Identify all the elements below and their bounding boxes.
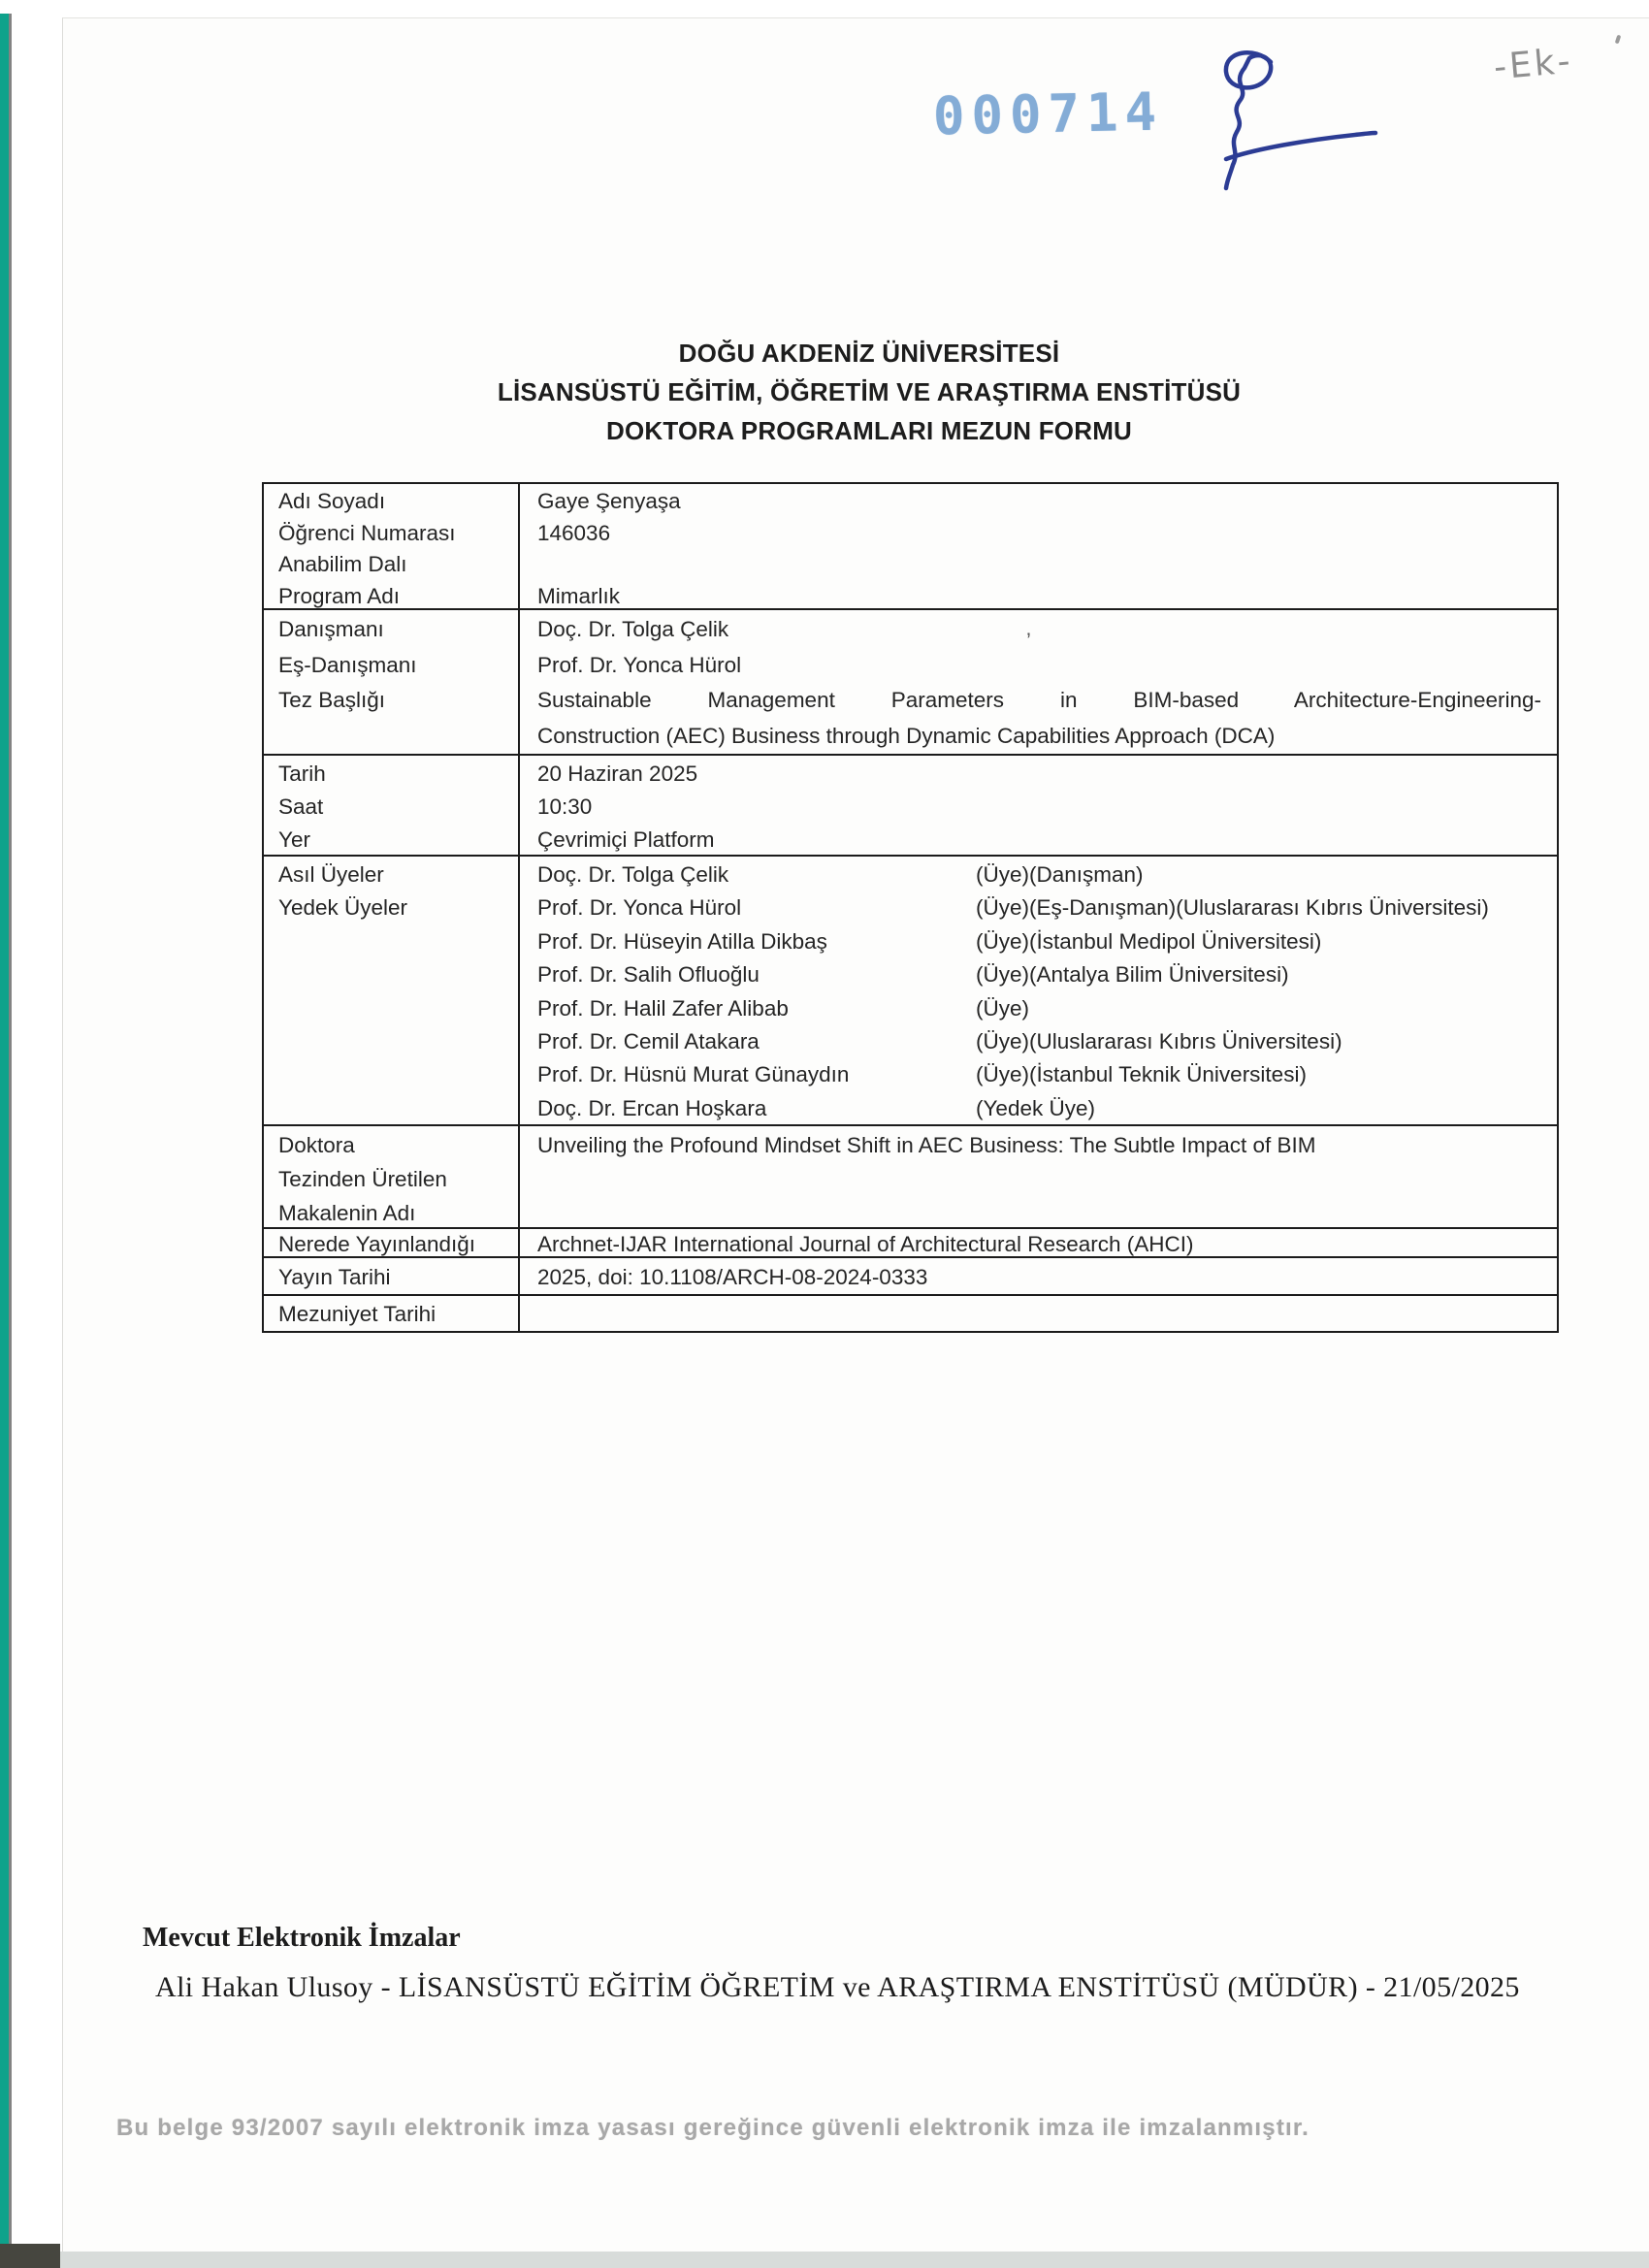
graduation-date-label-cell — [264, 1296, 520, 1331]
electronic-signature-entry: Ali Hakan Ulusoy - LİSANSÜSTÜ EĞİTİM ÖĞRETİM ve ARAŞTIRMA ENSTİTÜSÜ (MÜDÜR) - 21/05/2025 — [155, 1971, 1520, 2003]
value-publish-date: 2025, doi: 10.1108/ARCH-08-2024-0333 — [537, 1265, 928, 1289]
form-name: DOKTORA PROGRAMLARI MEZUN FORMU — [605, 416, 1133, 445]
committee-member — [537, 1058, 1541, 1091]
publish-date-label-cell — [264, 1258, 520, 1295]
label-article-2: Tezinden Üretilen — [278, 1167, 447, 1191]
article-row — [264, 1126, 1557, 1229]
graduate-form-table — [262, 482, 1559, 1333]
label-advisor: Danışmanı — [278, 617, 384, 641]
committee-members — [520, 857, 1557, 1125]
value-published-in: Archnet-IJAR International Journal of Architectural Research (AHCI) — [537, 1232, 1194, 1256]
member-role: (Yedek Üye) — [976, 1095, 1095, 1120]
student-info-values — [520, 484, 1557, 612]
scanner-bottom-band — [0, 2252, 1649, 2268]
committee-member — [537, 859, 1541, 891]
value-name: Gaye Şenyaşa — [537, 489, 681, 513]
document-number-stamp: 000714 — [932, 81, 1164, 147]
label-substitute-members: Yedek Üyeler — [278, 895, 408, 921]
committee-member — [537, 958, 1541, 991]
member-name: Prof. Dr. Halil Zafer Alibab — [537, 995, 789, 1021]
label-student-number: Öğrenci Numarası — [278, 520, 456, 545]
article-labels — [264, 1126, 520, 1230]
label-program: Program Adı — [278, 583, 401, 608]
student-info-labels — [264, 484, 520, 612]
committee-member — [537, 992, 1541, 1025]
value-date: 20 Haziran 2025 — [537, 761, 698, 786]
publish-date-row — [264, 1258, 1557, 1296]
label-date: Tarih — [278, 761, 326, 786]
label-name: Adı Soyadı — [278, 489, 386, 513]
member-role: (Üye)(İstanbul Medipol Üniversitesi) — [976, 928, 1322, 954]
student-info-row — [264, 484, 1557, 610]
committee-member — [537, 891, 1541, 924]
graduation-date-row — [264, 1296, 1557, 1331]
value-place: Çevrimiçi Platform — [537, 827, 715, 852]
value-advisor: Doç. Dr. Tolga Çelik — [537, 617, 729, 641]
graduation-date-value-cell — [520, 1296, 1557, 1331]
committee-member — [537, 925, 1541, 958]
electronic-signatures-heading: Mevcut Elektronik İmzalar — [143, 1923, 461, 1953]
label-publish-date: Yayın Tarihi — [278, 1265, 391, 1289]
member-role: (Üye) — [976, 995, 1029, 1021]
label-time: Saat — [278, 794, 324, 819]
published-in-value-cell — [520, 1229, 1557, 1257]
committee-member — [537, 1092, 1541, 1125]
form-title — [287, 334, 1451, 450]
thesis-title-line-1: Sustainable Management Parameters in BIM-based Architecture-Engineering- — [537, 688, 1541, 712]
member-name: Prof. Dr. Yonca Hürol — [537, 895, 742, 921]
member-role: (Üye)(Antalya Bilim Üniversitesi) — [976, 962, 1289, 988]
value-program: Mimarlık — [537, 583, 620, 608]
scanner-edge-strip — [0, 14, 9, 2245]
defense-row — [264, 756, 1557, 857]
member-name: Prof. Dr. Salih Ofluoğlu — [537, 962, 760, 988]
member-name: Doç. Dr. Ercan Hoşkara — [537, 1095, 767, 1120]
member-name: Prof. Dr. Hüsnü Murat Günaydın — [537, 1062, 850, 1087]
defense-values — [520, 756, 1557, 857]
member-name: Prof. Dr. Cemil Atakara — [537, 1028, 760, 1053]
label-thesis-title: Tez Başlığı — [278, 688, 386, 712]
member-role: (Üye)(İstanbul Teknik Üniversitesi) — [976, 1062, 1307, 1087]
publish-date-value-cell — [520, 1258, 1557, 1295]
member-role: (Üye)(Uluslararası Kıbrıs Üniversitesi) — [976, 1028, 1342, 1053]
advisor-labels — [264, 610, 520, 754]
advisor-row — [264, 610, 1557, 756]
member-role: (Üye)(Danışman) — [976, 862, 1144, 887]
value-graduation-date — [537, 1298, 1541, 1330]
scan-artifact-tick: ’ — [1026, 629, 1031, 653]
committee-row — [264, 857, 1557, 1126]
committee-member — [537, 1025, 1541, 1058]
committee-labels — [264, 857, 520, 1125]
esignature-disclaimer: Bu belge 93/2007 sayılı elektronik imza yasası gereğince güvenli elektronik imza ile imzalanmıştır. — [116, 2115, 1310, 2141]
published-in-row — [264, 1229, 1557, 1258]
thesis-title-line-2: Construction (AEC) Business through Dynamic Capabilities Approach (DCA) — [537, 723, 1276, 748]
value-co-advisor: Prof. Dr. Yonca Hürol — [537, 652, 742, 677]
label-published-in: Nerede Yayınlandığı — [278, 1232, 476, 1256]
published-in-label-cell — [264, 1229, 520, 1257]
member-name: Prof. Dr. Hüseyin Atilla Dikbaş — [537, 928, 827, 954]
value-article-title: Unveiling the Profound Mindset Shift in AEC Business: The Subtle Impact of BIM — [537, 1133, 1316, 1157]
value-department — [537, 549, 1541, 581]
article-value-cell — [520, 1126, 1557, 1230]
member-role: (Üye)(Eş-Danışman)(Uluslararası Kıbrıs Üniversitesi) — [976, 895, 1489, 921]
scanner-bottom-corner — [0, 2244, 60, 2268]
member-name: Doç. Dr. Tolga Çelik — [537, 862, 729, 887]
label-graduation-date: Mezuniyet Tarihi — [278, 1302, 436, 1326]
value-time: 10:30 — [537, 794, 593, 819]
defense-labels — [264, 756, 520, 857]
value-student-number: 146036 — [537, 520, 611, 545]
university-name: DOĞU AKDENİZ ÜNİVERSİTESİ — [678, 339, 1060, 368]
advisor-values — [520, 610, 1557, 754]
label-place: Yer — [278, 827, 310, 852]
label-article-3: Makalenin Adı — [278, 1201, 416, 1225]
label-article-1: Doktora — [278, 1133, 355, 1157]
scanner-edge-shadow — [9, 14, 12, 2245]
handwritten-signature — [1191, 41, 1395, 196]
pencil-ek-annotation: -Ek- — [1492, 41, 1575, 88]
label-co-advisor: Eş-Danışmanı — [278, 652, 417, 677]
label-department: Anabilim Dalı — [278, 552, 407, 576]
label-principal-members: Asıl Üyeler — [278, 862, 384, 887]
institute-name: LİSANSÜSTÜ EĞİTİM, ÖĞRETİM VE ARAŞTIRMA ENSTİTÜSÜ — [497, 377, 1242, 406]
